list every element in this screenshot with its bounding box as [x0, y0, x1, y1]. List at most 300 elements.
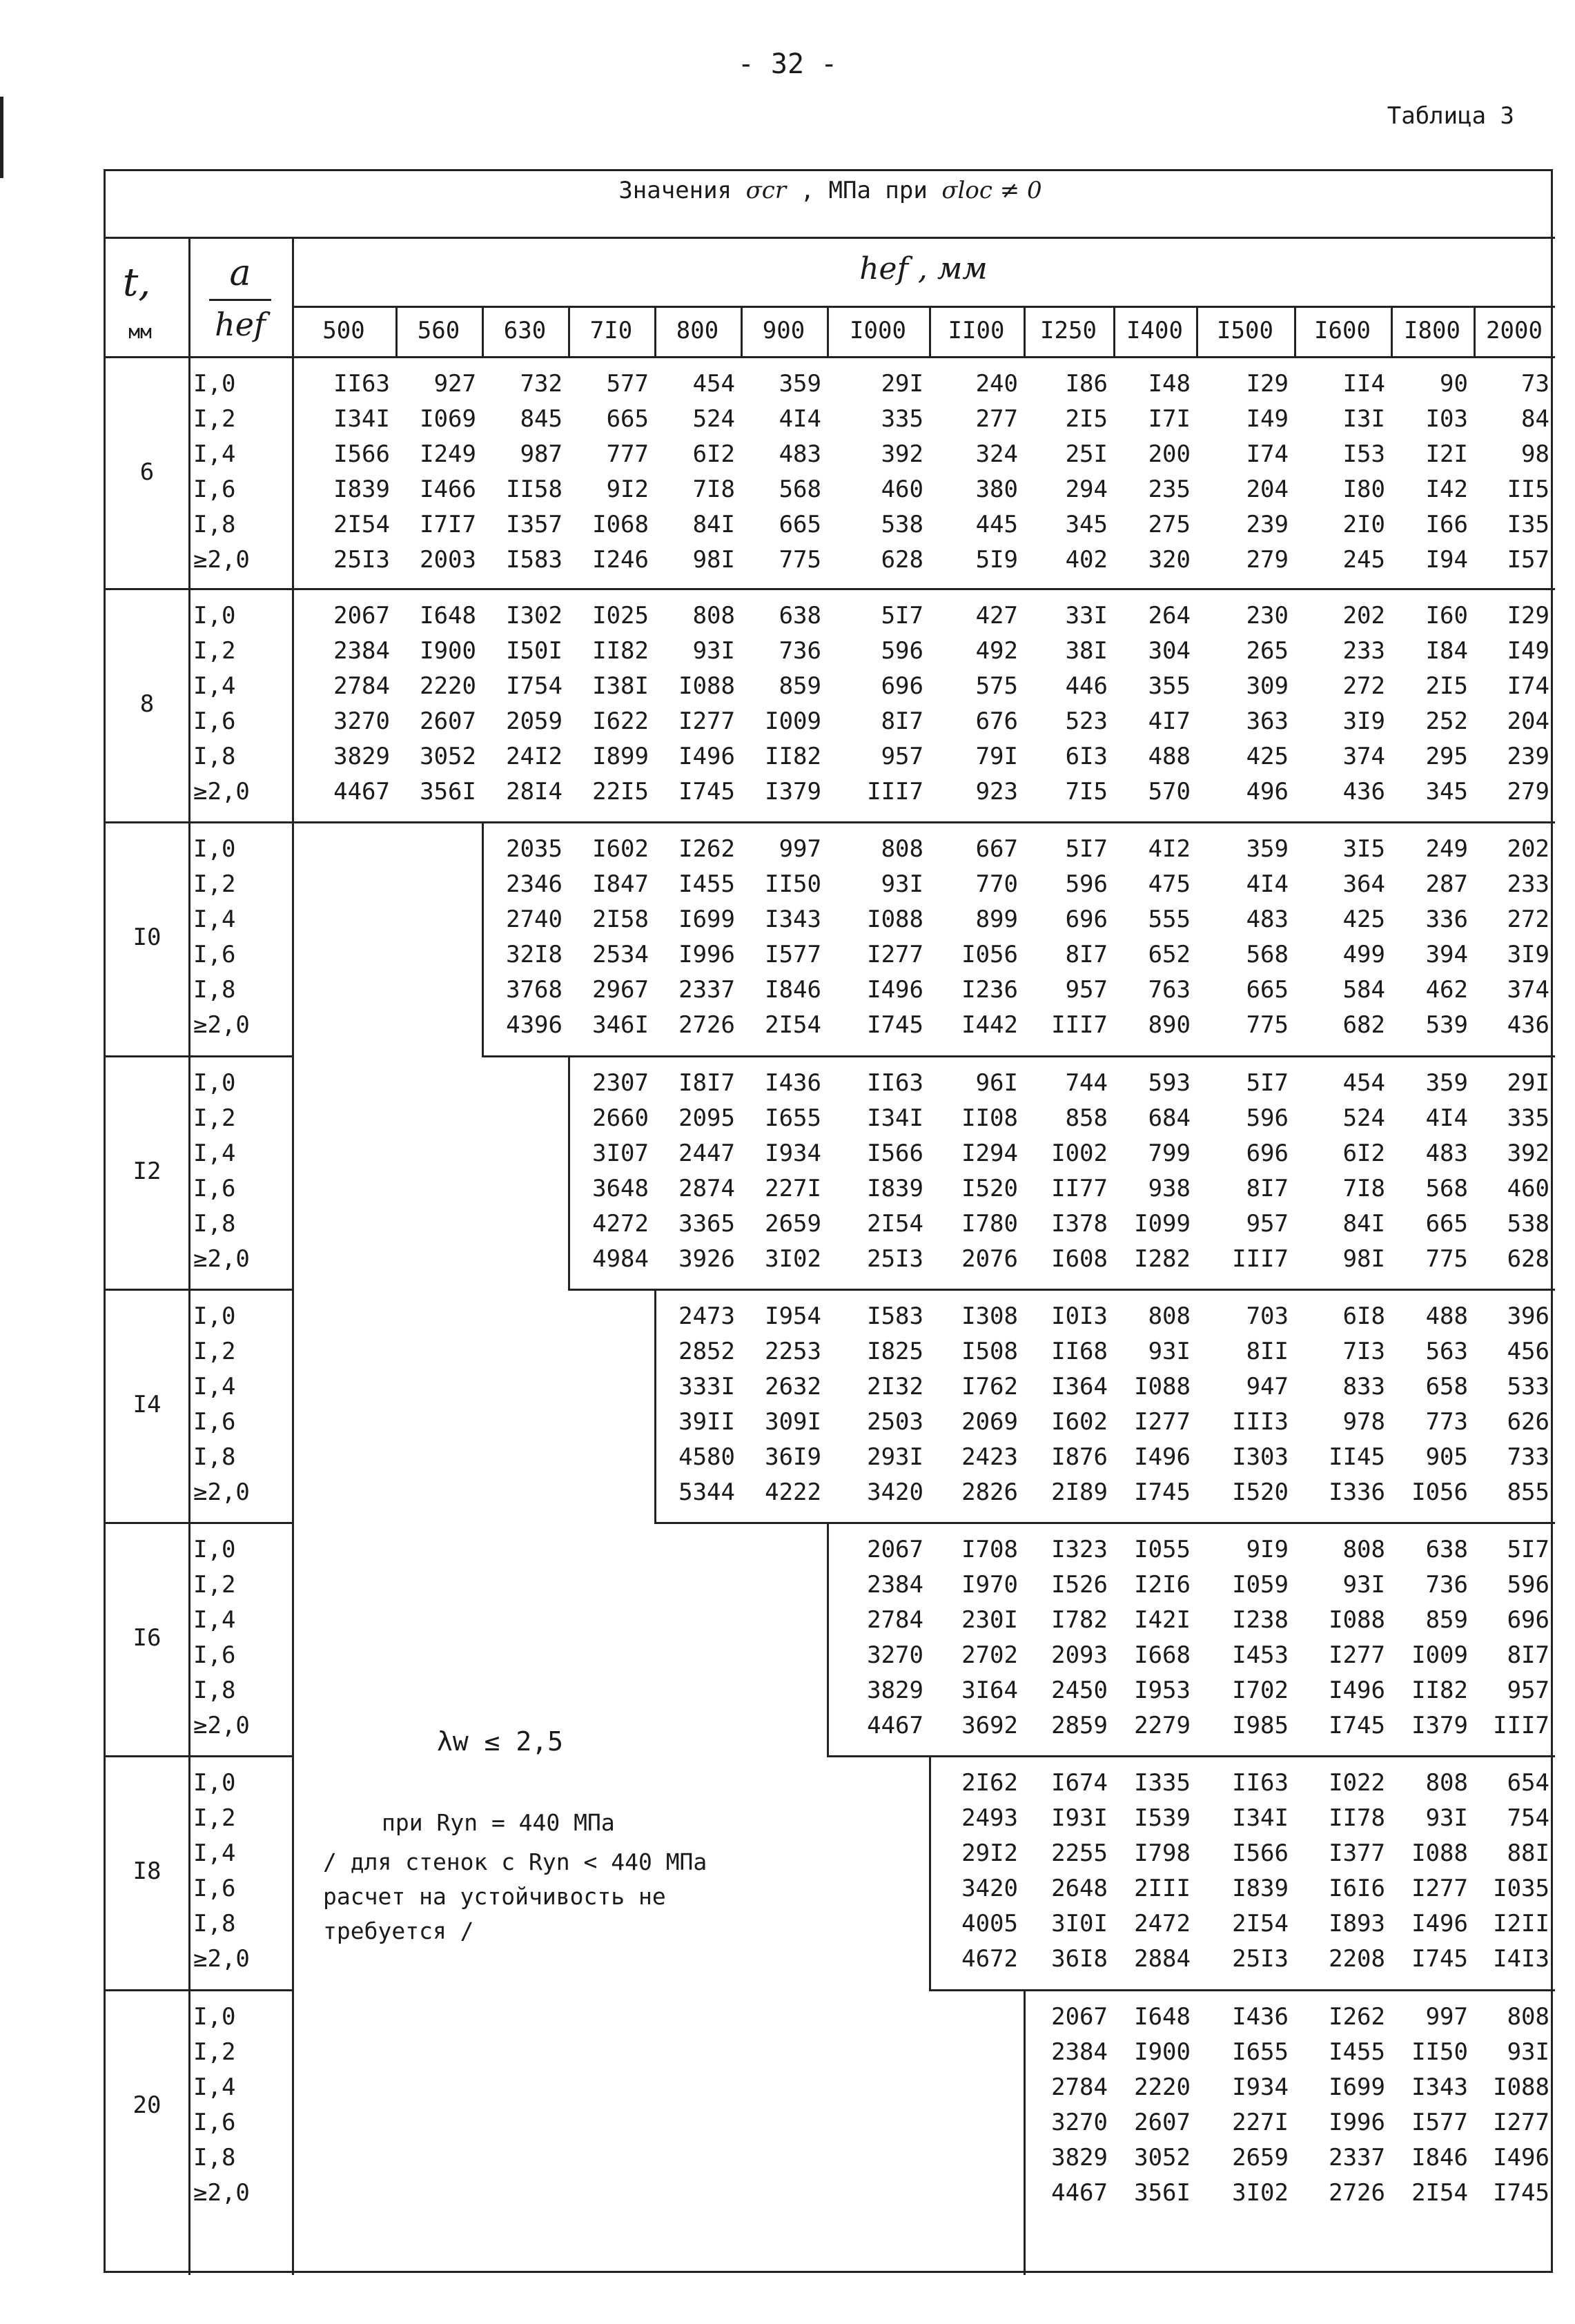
ratio-label: I,2 — [193, 1338, 236, 1365]
table-cell: I520 — [1232, 1478, 1289, 1506]
table-cell: I53 — [1342, 440, 1385, 468]
table-cell: I42I — [1134, 1606, 1191, 1634]
table-cell: 9I9 — [1246, 1536, 1289, 1563]
table-cell: 3829 — [333, 743, 390, 770]
table-cell: 7I8 — [1342, 1175, 1385, 1202]
table-cell: I8I7 — [678, 1069, 735, 1097]
header-bottom-rule — [106, 356, 1555, 358]
table-cell: 7I8 — [692, 476, 735, 503]
table-cell: 2784 — [1051, 2073, 1108, 2101]
table-cell: 2076 — [961, 1245, 1018, 1273]
table-cell: II58 — [506, 476, 562, 503]
table-cell: 32I8 — [506, 941, 562, 968]
table-cell: 654 — [1507, 1769, 1549, 1797]
table-cell: 596 — [1246, 1104, 1289, 1132]
table-cell: 4467 — [1051, 2179, 1108, 2207]
table-cell: 2I54 — [1232, 1910, 1289, 1937]
table-cell: 3768 — [506, 976, 562, 1004]
thickness-label: 20 — [133, 2091, 162, 2119]
table-cell: 3648 — [592, 1175, 649, 1202]
hef-column-rule — [1474, 306, 1476, 356]
table-cell: I48 — [1148, 370, 1191, 398]
group-rule — [292, 588, 1555, 590]
table-cell: 3I9 — [1507, 941, 1549, 968]
table-cell: I496 — [678, 743, 735, 770]
ratio-label: I,8 — [193, 1210, 236, 1238]
table-cell: 200 — [1148, 440, 1191, 468]
table-cell: I876 — [1051, 1443, 1108, 1471]
hef-column-rule — [929, 306, 931, 356]
table-cell: 808 — [881, 835, 923, 863]
table-cell: I277 — [1411, 1875, 1468, 1902]
table-cell: 2255 — [1051, 1839, 1108, 1867]
table-cell: I702 — [1232, 1677, 1289, 1704]
table-cell: I648 — [420, 602, 476, 629]
table-cell: I608 — [1051, 1245, 1108, 1273]
table-cell: I282 — [1134, 1245, 1191, 1273]
table-cell: I74 — [1246, 440, 1289, 468]
table-cell: I970 — [961, 1571, 1018, 1599]
table-cell: II63 — [1232, 1769, 1289, 1797]
table-cell: 568 — [1425, 1175, 1468, 1202]
table-cell: I577 — [1411, 2109, 1468, 2136]
table-cell: I80 — [1342, 476, 1385, 503]
sigma-cr: σcr — [745, 177, 787, 204]
table-cell: 2208 — [1329, 1945, 1385, 1973]
table-cell: 2093 — [1051, 1641, 1108, 1669]
table-cell: 25I3 — [333, 546, 390, 574]
table-cell: 577 — [606, 370, 649, 398]
table-cell: I34I — [1232, 1804, 1289, 1832]
table-cell: 4222 — [765, 1478, 821, 1506]
table-cell: 2069 — [961, 1408, 1018, 1436]
heading-when: при — [885, 177, 928, 204]
table-cell: 2067 — [1051, 2003, 1108, 2031]
table-cell: 202 — [1342, 602, 1385, 629]
hef-value: I800 — [1404, 317, 1460, 344]
group-rule — [654, 1522, 1555, 1524]
table-cell: 2534 — [592, 941, 649, 968]
table-cell: 90 — [1440, 370, 1468, 398]
table-cell: 3I0I — [1051, 1910, 1108, 1937]
table-cell: I068 — [592, 511, 649, 538]
table-cell: I622 — [592, 707, 649, 735]
hef-column-rule — [654, 306, 656, 356]
table-cell: 8I7 — [1065, 941, 1108, 968]
thickness-label: I0 — [133, 923, 162, 951]
table-cell: I056 — [961, 941, 1018, 968]
table-cell: 4I2 — [1148, 835, 1191, 863]
hef-value: 800 — [676, 317, 719, 344]
table-cell: I4I3 — [1493, 1945, 1549, 1973]
table-cell: 374 — [1342, 743, 1385, 770]
table-cell: I745 — [678, 778, 735, 805]
heading-rule — [106, 237, 1555, 239]
table-cell: II78 — [1329, 1804, 1385, 1832]
table-cell: 460 — [881, 476, 923, 503]
table-cell: 563 — [1425, 1338, 1468, 1365]
table-cell: II50 — [765, 870, 821, 898]
table-cell: 394 — [1425, 941, 1468, 968]
table-cell: 2384 — [1051, 2038, 1108, 2066]
table-cell: I496 — [867, 976, 923, 1004]
table-cell: 265 — [1246, 637, 1289, 665]
table-cell: 2I54 — [333, 511, 390, 538]
table-cell: I566 — [867, 1140, 923, 1167]
hef-value: 7I0 — [589, 317, 633, 344]
table-cell: III7 — [1232, 1245, 1289, 1273]
lambda-note: λw ≤ 2,5 — [437, 1726, 564, 1757]
table-cell: 2447 — [678, 1140, 735, 1167]
table-cell: 475 — [1148, 870, 1191, 898]
table-cell: I055 — [1134, 1536, 1191, 1563]
hef-column-rule — [741, 306, 743, 356]
table-cell: I699 — [1329, 2073, 1385, 2101]
hef-value: 2000 — [1486, 317, 1543, 344]
table-cell: I277 — [1329, 1641, 1385, 1669]
table-cell: 2859 — [1051, 1712, 1108, 1739]
table-cell: 890 — [1148, 1011, 1191, 1039]
table-cell: I379 — [765, 778, 821, 805]
table-cell: 2852 — [678, 1338, 735, 1365]
table-cell: 703 — [1246, 1302, 1289, 1330]
table-cell: 264 — [1148, 602, 1191, 629]
table-cell: I002 — [1051, 1140, 1108, 1167]
table-cell: III7 — [1493, 1712, 1549, 1739]
table-cell: 3420 — [961, 1875, 1018, 1902]
table-cell: 483 — [779, 440, 821, 468]
table-cell: 454 — [1342, 1069, 1385, 1097]
table-cell: 2220 — [1134, 2073, 1191, 2101]
table-cell: 997 — [1425, 2003, 1468, 2031]
table-cell: 538 — [881, 511, 923, 538]
ratio-label: I,4 — [193, 906, 236, 933]
ratio-label: I,6 — [193, 1875, 236, 1902]
table-cell: 2384 — [867, 1571, 923, 1599]
table-cell: 8I7 — [1246, 1175, 1289, 1202]
table-cell: 5I7 — [1507, 1536, 1549, 1563]
heading-unit: , МПа — [800, 177, 871, 204]
table-cell: I34I — [867, 1104, 923, 1132]
table-cell: 682 — [1342, 1011, 1385, 1039]
table-cell: I899 — [592, 743, 649, 770]
table-cell: 775 — [1425, 1245, 1468, 1273]
step-rule — [827, 1522, 829, 1755]
table-cell: 8I7 — [881, 707, 923, 735]
table-cell: 2784 — [867, 1606, 923, 1634]
table-cell: 272 — [1342, 672, 1385, 700]
table-cell: 456 — [1507, 1338, 1549, 1365]
table-cell: 2067 — [867, 1536, 923, 1563]
table-cell: 3420 — [867, 1478, 923, 1506]
ratio-label: I,8 — [193, 1910, 236, 1937]
ratio-label: I,0 — [193, 1536, 236, 1563]
table-cell: 2607 — [420, 707, 476, 735]
table-cell: 3270 — [1051, 2109, 1108, 2136]
table-cell: I50I — [506, 637, 562, 665]
ratio-label: ≥2,0 — [193, 546, 250, 574]
ratio-label: ≥2,0 — [193, 1712, 250, 1739]
ratio-label: I,8 — [193, 1443, 236, 1471]
table-cell: I2I — [1425, 440, 1468, 468]
table-cell: I455 — [1329, 2038, 1385, 2066]
table-cell: 736 — [1425, 1571, 1468, 1599]
table-cell: 88I — [1507, 1839, 1549, 1867]
table-cell: 808 — [1148, 1302, 1191, 1330]
table-cell: 524 — [692, 405, 735, 433]
table-cell: 754 — [1507, 1804, 1549, 1832]
table-cell: I088 — [1493, 2073, 1549, 2101]
group-rule — [106, 1522, 292, 1524]
table-cell: 665 — [606, 405, 649, 433]
table-cell: I539 — [1134, 1804, 1191, 1832]
table-cell: 568 — [779, 476, 821, 503]
table-cell: 770 — [975, 870, 1018, 898]
ryn-note: при Ryn = 440 МПа — [382, 1809, 615, 1836]
table-cell: 859 — [1425, 1606, 1468, 1634]
table-cell: 8II — [1246, 1338, 1289, 1365]
table-cell: I825 — [867, 1338, 923, 1365]
table-cell: 3052 — [420, 743, 476, 770]
table-cell: I2I6 — [1134, 1571, 1191, 1599]
table-cell: 2784 — [333, 672, 390, 700]
table-cell: I6I6 — [1329, 1875, 1385, 1902]
table-cell: I29 — [1507, 602, 1549, 629]
table-cell: 275 — [1148, 511, 1191, 538]
table-cell: 4005 — [961, 1910, 1018, 1937]
ratio-label: I,6 — [193, 476, 236, 503]
hef-denominator: hef — [215, 306, 266, 343]
table-cell: II82 — [765, 743, 821, 770]
table-cell: 2660 — [592, 1104, 649, 1132]
table-cell: 374 — [1507, 976, 1549, 1004]
table-cell: 596 — [881, 637, 923, 665]
ratio-label: ≥2,0 — [193, 778, 250, 805]
table-cell: 2472 — [1134, 1910, 1191, 1937]
table-cell: I335 — [1134, 1769, 1191, 1797]
table-cell: 799 — [1148, 1140, 1191, 1167]
table-cell: 380 — [975, 476, 1018, 503]
table-cell: I323 — [1051, 1536, 1108, 1563]
table-cell: I496 — [1411, 1910, 1468, 1937]
table-cell: 445 — [975, 511, 1018, 538]
table-cell: 808 — [1507, 2003, 1549, 2031]
table-cell: 626 — [1507, 1408, 1549, 1436]
table-cell: 488 — [1148, 743, 1191, 770]
table-cell: 2384 — [333, 637, 390, 665]
table-cell: 584 — [1342, 976, 1385, 1004]
table-cell: I249 — [420, 440, 476, 468]
ratio-label: ≥2,0 — [193, 1945, 250, 1973]
table-cell: 359 — [1425, 1069, 1468, 1097]
hef-value: 560 — [417, 317, 460, 344]
ratio-label: I,4 — [193, 1373, 236, 1400]
table-cell: I954 — [765, 1302, 821, 1330]
table-cell: I38I — [592, 672, 649, 700]
group-rule — [482, 1055, 1555, 1057]
thickness-label: 8 — [139, 690, 155, 718]
table-cell: I379 — [1411, 1712, 1468, 1739]
table-cell: 22I5 — [592, 778, 649, 805]
table-cell: 36I9 — [765, 1443, 821, 1471]
table-cell: 425 — [1246, 743, 1289, 770]
table-cell: I93I — [1051, 1804, 1108, 1832]
table-cell: I699 — [678, 906, 735, 933]
table-cell: I648 — [1134, 2003, 1191, 2031]
table-cell: I934 — [1232, 2073, 1289, 2101]
table-cell: 6I3 — [1065, 743, 1108, 770]
table-cell: 9I2 — [606, 476, 649, 503]
table-cell: 987 — [520, 440, 562, 468]
table-cell: 304 — [1148, 637, 1191, 665]
table-cell: 3829 — [1051, 2144, 1108, 2171]
table-cell: 3926 — [678, 1245, 735, 1273]
table-cell: II45 — [1329, 1443, 1385, 1471]
table-cell: 436 — [1342, 778, 1385, 805]
table-cell: 2346 — [506, 870, 562, 898]
hef-value: I500 — [1217, 317, 1273, 344]
table-cell: 2702 — [961, 1641, 1018, 1669]
table-cell: 2I89 — [1051, 1478, 1108, 1506]
table-cell: I846 — [765, 976, 821, 1004]
table-cell: 2967 — [592, 976, 649, 1004]
table-cell: 2884 — [1134, 1945, 1191, 1973]
table-cell: I035 — [1493, 1875, 1549, 1902]
table-cell: 277 — [975, 405, 1018, 433]
table-cell: 202 — [1507, 835, 1549, 863]
table-cell: 2059 — [506, 707, 562, 735]
table-cell: 4I7 — [1148, 707, 1191, 735]
table-cell: 938 — [1148, 1175, 1191, 1202]
table-cell: 676 — [975, 707, 1018, 735]
table-cell: III3 — [1232, 1408, 1289, 1436]
table-cell: 240 — [975, 370, 1018, 398]
table-cell: 499 — [1342, 941, 1385, 968]
ratio-label: I,4 — [193, 672, 236, 700]
table-cell: I302 — [506, 602, 562, 629]
table-cell: 227I — [1232, 2109, 1289, 2136]
note-line-2: расчет на устойчивость не — [323, 1883, 666, 1910]
table-cell: 346I — [592, 1011, 649, 1039]
table-cell: 488 — [1425, 1302, 1468, 1330]
group-rule — [106, 1055, 292, 1057]
table-cell: 978 — [1342, 1408, 1385, 1436]
table-cell: 245 — [1342, 546, 1385, 574]
hef-value: I000 — [850, 317, 906, 344]
table-cell: 25I3 — [1232, 1945, 1289, 1973]
ratio-label: I,0 — [193, 370, 236, 398]
table-cell: I364 — [1051, 1373, 1108, 1400]
ratio-label: I,0 — [193, 1769, 236, 1797]
table-cell: II82 — [592, 637, 649, 665]
table-cell: 773 — [1425, 1408, 1468, 1436]
table-cell: I099 — [1134, 1210, 1191, 1238]
table-cell: 4396 — [506, 1011, 562, 1039]
table-cell: 3365 — [678, 1210, 735, 1238]
table-cell: 496 — [1246, 778, 1289, 805]
table-cell: 899 — [975, 906, 1018, 933]
table-cell: I520 — [961, 1175, 1018, 1202]
table-cell: II08 — [961, 1104, 1018, 1132]
ratio-label: I,0 — [193, 1302, 236, 1330]
table-cell: 33I — [1065, 602, 1108, 629]
note-line-3: требуется / — [323, 1917, 474, 1944]
table-cell: I745 — [1493, 2179, 1549, 2207]
table-cell: 524 — [1342, 1104, 1385, 1132]
table-cell: I900 — [420, 637, 476, 665]
table-cell: I496 — [1493, 2144, 1549, 2171]
table-cell: I262 — [1329, 2003, 1385, 2031]
heading-prefix: Значения — [618, 177, 732, 204]
table-cell: 596 — [1065, 870, 1108, 898]
table-cell: I378 — [1051, 1210, 1108, 1238]
ratio-label: I,2 — [193, 1104, 236, 1132]
table-cell: 2307 — [592, 1069, 649, 1097]
table-cell: 2253 — [765, 1338, 821, 1365]
table-cell: 5I7 — [1246, 1069, 1289, 1097]
table-cell: 4I4 — [779, 405, 821, 433]
table-cell: 3I02 — [1232, 2179, 1289, 2207]
table-cell: 652 — [1148, 941, 1191, 968]
table-cell: I455 — [678, 870, 735, 898]
table-cell: 6I2 — [1342, 1140, 1385, 1167]
table-cell: 927 — [433, 370, 476, 398]
table-cell: 2III — [1134, 1875, 1191, 1902]
table-cell: I357 — [506, 511, 562, 538]
table-cell: 2726 — [1329, 2179, 1385, 2207]
table-cell: 462 — [1425, 976, 1468, 1004]
table-cell: 763 — [1148, 976, 1191, 1004]
hef-column-rule — [1196, 306, 1198, 356]
table-cell: 309 — [1246, 672, 1289, 700]
table-cell: I0I3 — [1051, 1302, 1108, 1330]
margin-mark — [0, 97, 3, 178]
table-cell: 4I4 — [1246, 870, 1289, 898]
page-number: - 32 - — [737, 48, 838, 80]
table-cell: 593 — [1148, 1069, 1191, 1097]
table-cell: I577 — [765, 941, 821, 968]
table-cell: 2337 — [1329, 2144, 1385, 2171]
table-cell: 294 — [1065, 476, 1108, 503]
table-cell: 3270 — [867, 1641, 923, 1669]
table-cell: III7 — [867, 778, 923, 805]
table-cell: 5I7 — [881, 602, 923, 629]
table-cell: 733 — [1507, 1443, 1549, 1471]
table-cell: 98I — [692, 546, 735, 574]
table-cell: 8I7 — [1507, 1641, 1549, 1669]
table-cell: 73 — [1521, 370, 1549, 398]
table-cell: I934 — [765, 1140, 821, 1167]
table-cell: 2I5 — [1065, 405, 1108, 433]
table-cell: 249 — [1425, 835, 1468, 863]
table-cell: I839 — [867, 1175, 923, 1202]
table-cell: 658 — [1425, 1373, 1468, 1400]
table-cell: 667 — [975, 835, 1018, 863]
ratio-label: I,2 — [193, 870, 236, 898]
table-cell: I308 — [961, 1302, 1018, 1330]
table-cell: 230I — [961, 1606, 1018, 1634]
table-cell: 777 — [606, 440, 649, 468]
table-cell: I42 — [1425, 476, 1468, 503]
table-cell: I49 — [1246, 405, 1289, 433]
ratio-label: I,6 — [193, 1175, 236, 1202]
table-cell: I088 — [678, 672, 735, 700]
ratio-label: I,4 — [193, 1140, 236, 1167]
table-cell: 665 — [1246, 976, 1289, 1004]
table-cell: 3270 — [333, 707, 390, 735]
table-cell: 2740 — [506, 906, 562, 933]
table-cell: 859 — [779, 672, 821, 700]
